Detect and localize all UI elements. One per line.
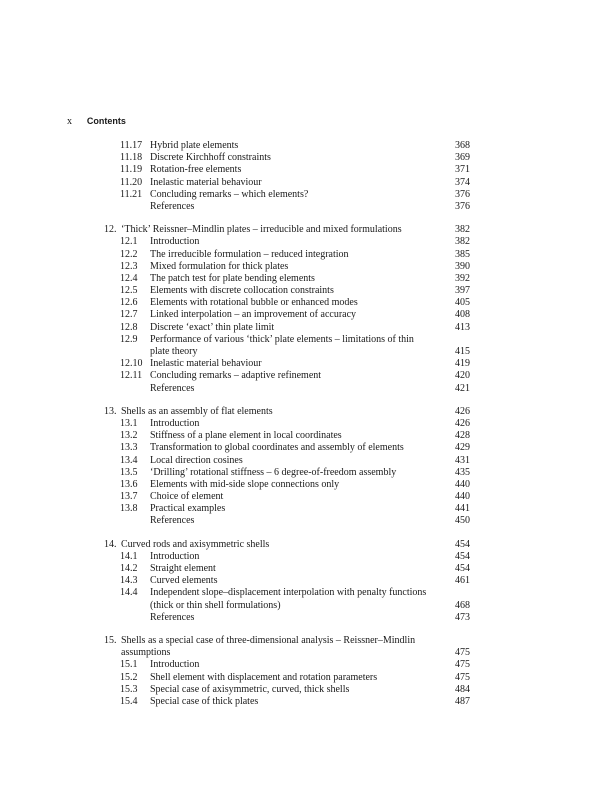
entry-page: 408 (455, 309, 470, 321)
entry-title: Curved rods and axisymmetric shells (121, 538, 270, 550)
toc-section-entry[interactable] (0, 515, 603, 527)
toc-section-entry[interactable] (0, 503, 603, 515)
entry-page: 392 (455, 272, 470, 284)
entry-title: Linked interpolation – an improvement of accuracy (150, 309, 357, 321)
entry-page: 376 (455, 188, 470, 200)
entry-page: 405 (455, 297, 470, 309)
toc-section-entry[interactable] (0, 285, 603, 297)
entry-page: 450 (455, 515, 470, 527)
entry-number: 12.2 (120, 248, 138, 260)
entry-number: 13.2 (120, 430, 138, 442)
entry-number: 15.2 (120, 671, 138, 683)
entry-page: 473 (455, 611, 470, 623)
entry-title: Shells as a special case of three-dimensional analysis – Reissner–Mindlin (121, 634, 416, 646)
toc-section-entry[interactable] (0, 309, 603, 321)
toc-section-entry[interactable] (0, 684, 603, 696)
entry-title: References (150, 200, 195, 212)
entry-number: 13.1 (120, 417, 138, 429)
block-spacer (0, 624, 603, 635)
entry-number: 12.6 (120, 297, 138, 309)
toc-section-entry[interactable] (0, 442, 603, 454)
entry-title: Elements with discrete collocation constraints (150, 285, 334, 297)
entry-number: 13.6 (120, 478, 138, 490)
toc-chapter-entry[interactable] (0, 224, 603, 236)
toc-section-entry[interactable] (0, 467, 603, 479)
toc-section-entry[interactable] (0, 164, 603, 176)
entry-title: assumptions (121, 647, 171, 659)
table-of-contents (0, 140, 603, 708)
entry-page: 475 (455, 647, 470, 659)
entry-title: Mixed formulation for thick plates (150, 260, 289, 272)
entry-page: 415 (455, 346, 470, 357)
entry-title: Shell element with displacement and rotation parameters (150, 671, 378, 683)
toc-section-entry[interactable] (0, 600, 603, 612)
entry-number: 12.9 (120, 333, 138, 345)
entry-title: Straight element (150, 563, 216, 574)
entry-number: 12.11 (120, 370, 143, 382)
entry-title: The irreducible formulation – reduced integration (150, 248, 349, 260)
entry-number: 15.3 (120, 683, 138, 695)
toc-section-entry[interactable] (0, 249, 603, 261)
entry-title: Elements with rotational bubble or enhanced modes (150, 297, 358, 309)
entry-title: Curved elements (150, 575, 218, 587)
entry-page: 390 (455, 260, 470, 272)
entry-title: Choice of element (150, 491, 224, 503)
entry-number: 13. (104, 405, 117, 417)
entry-title: plate theory (150, 346, 198, 357)
entry-number: 12.3 (120, 260, 138, 272)
entry-number: 14.4 (120, 587, 138, 599)
entry-title: Transformation to global coordinates and assembly of elements (150, 442, 404, 454)
entry-page: 426 (455, 417, 470, 429)
entry-title: Performance of various ‘thick’ plate elements – limitations of thin (150, 333, 414, 345)
entry-page: 371 (455, 164, 470, 176)
toc-section-entry[interactable] (0, 297, 603, 309)
entry-number: 14. (104, 538, 117, 550)
entry-page: 440 (455, 478, 470, 490)
entry-page: 435 (455, 466, 470, 478)
entry-number: 15. (104, 634, 117, 646)
entry-page: 426 (455, 405, 470, 417)
toc-section-entry[interactable] (0, 551, 603, 563)
entry-number: 13.7 (120, 491, 138, 503)
entry-page: 440 (455, 491, 470, 503)
toc-section-entry[interactable] (0, 261, 603, 273)
entry-page: 421 (455, 382, 470, 394)
entry-page: 428 (455, 430, 470, 442)
entry-page: 374 (455, 176, 470, 188)
entry-page: 413 (455, 321, 470, 333)
toc-chapter-entry[interactable] (0, 539, 603, 551)
toc-section-entry[interactable] (0, 479, 603, 491)
toc-section-entry[interactable] (0, 201, 603, 213)
entry-title: Elements with mid-side slope connections only (150, 478, 340, 490)
toc-section-entry[interactable] (0, 358, 603, 370)
toc-section-entry[interactable] (0, 383, 603, 395)
entry-number: 14.3 (120, 575, 138, 587)
entry-number: 12.1 (120, 236, 138, 248)
entry-title: Discrete ‘exact’ thin plate limit (150, 321, 275, 333)
toc-section-entry[interactable] (0, 189, 603, 201)
entry-number: 12.4 (120, 272, 138, 284)
entry-number: 11.18 (120, 152, 143, 164)
entry-title: ‘Thick’ Reissner–Mindlin plates – irreducible and mixed formulations (121, 224, 402, 236)
block-spacer (0, 395, 603, 406)
entry-number: 13.4 (120, 454, 138, 466)
toc-section-entry[interactable] (0, 418, 603, 430)
toc-section-entry[interactable] (0, 370, 603, 382)
entry-title: Concluding remarks – adaptive refinement (150, 370, 322, 382)
entry-title: Practical examples (150, 503, 226, 515)
entry-number: 12.10 (120, 358, 143, 370)
toc-section-entry[interactable] (0, 455, 603, 467)
entry-page: 385 (455, 248, 470, 260)
entry-title: References (150, 515, 195, 527)
entry-title: Discrete Kirchhoff constraints (150, 152, 271, 164)
toc-section-entry[interactable] (0, 236, 603, 248)
entry-page: 431 (455, 454, 470, 466)
toc-section-entry[interactable] (0, 659, 603, 671)
entry-page: 468 (455, 599, 470, 611)
entry-title: Independent slope–displacement interpolation with penalty functions (150, 587, 427, 599)
toc-section-entry[interactable] (0, 346, 603, 358)
entry-page: 382 (455, 236, 470, 248)
entry-page: 484 (455, 683, 470, 695)
toc-section-entry[interactable] (0, 140, 603, 152)
entry-page: 475 (455, 659, 470, 671)
entry-number: 15.4 (120, 695, 138, 707)
entry-page: 376 (455, 200, 470, 212)
toc-section-entry[interactable] (0, 273, 603, 285)
entry-title: The patch test for plate bending elements (150, 272, 315, 284)
entry-title: Concluding remarks – which elements? (150, 188, 309, 200)
entry-page: 397 (455, 285, 470, 297)
entry-number: 14.2 (120, 563, 138, 574)
entry-title: Stiffness of a plane element in local coordinates (150, 430, 342, 442)
entry-page: 454 (455, 550, 470, 562)
entry-number: 11.21 (120, 188, 143, 200)
running-header (67, 116, 126, 128)
toc-section-entry[interactable] (0, 491, 603, 503)
entry-title: Shells as an assembly of flat elements (121, 405, 273, 417)
entry-page: 419 (455, 358, 470, 370)
toc-section-entry[interactable] (0, 563, 603, 575)
entry-title: Local direction cosines (150, 454, 243, 466)
entry-number: 15.1 (120, 659, 138, 671)
toc-section-entry[interactable] (0, 177, 603, 189)
entry-page: 454 (455, 563, 470, 574)
entry-number: 11.20 (120, 176, 143, 188)
entry-title: Introduction (150, 550, 200, 562)
entry-title: Special case of thick plates (150, 695, 259, 707)
entry-title: (thick or thin shell formulations) (150, 599, 281, 611)
entry-number: 13.5 (120, 466, 138, 478)
toc-section-entry[interactable] (0, 612, 603, 624)
entry-page: 382 (455, 224, 470, 236)
entry-title: Introduction (150, 417, 200, 429)
entry-title: Introduction (150, 659, 200, 671)
toc-chapter-entry[interactable] (0, 647, 603, 659)
entry-page: 461 (455, 575, 470, 587)
entry-page: 441 (455, 503, 470, 515)
entry-title: ‘Drilling’ rotational stiffness – 6 degree-of-freedom assembly (150, 466, 397, 478)
block-spacer (0, 528, 603, 539)
entry-title: References (150, 382, 195, 394)
entry-page: 368 (455, 140, 470, 151)
entry-number: 12.8 (120, 321, 138, 333)
toc-section-entry[interactable] (0, 152, 603, 164)
entry-number: 12. (104, 224, 117, 236)
entry-title: Inelastic material behaviour (150, 358, 262, 370)
running-title: Contents (86, 116, 126, 126)
toc-section-entry[interactable] (0, 334, 603, 346)
entry-number: 12.7 (120, 309, 138, 321)
block-spacer (0, 213, 603, 224)
toc-section-entry[interactable] (0, 587, 603, 599)
entry-number: 11.19 (120, 164, 143, 176)
toc-section-entry[interactable] (0, 322, 603, 334)
toc-chapter-entry[interactable] (0, 635, 603, 647)
entry-title: Special case of axisymmetric, curved, thick shells (150, 683, 350, 695)
page-number: x (67, 116, 72, 127)
entry-page: 420 (455, 370, 470, 382)
toc-section-entry[interactable] (0, 575, 603, 587)
entry-title: Hybrid plate elements (150, 140, 239, 151)
entry-title: Inelastic material behaviour (150, 176, 262, 188)
entry-number: 13.3 (120, 442, 138, 454)
entry-number: 12.5 (120, 285, 138, 297)
toc-section-entry[interactable] (0, 430, 603, 442)
entry-title: References (150, 611, 195, 623)
entry-number: 13.8 (120, 503, 138, 515)
entry-page: 454 (455, 538, 470, 550)
toc-section-entry[interactable] (0, 672, 603, 684)
toc-chapter-entry[interactable] (0, 406, 603, 418)
entry-number: 11.17 (120, 140, 143, 151)
entry-page: 429 (455, 442, 470, 454)
toc-section-entry[interactable] (0, 696, 603, 708)
entry-page: 487 (455, 695, 470, 707)
entry-page: 475 (455, 671, 470, 683)
entry-page: 369 (455, 152, 470, 164)
entry-title: Introduction (150, 236, 200, 248)
entry-number: 14.1 (120, 550, 138, 562)
entry-title: Rotation-free elements (150, 164, 242, 176)
